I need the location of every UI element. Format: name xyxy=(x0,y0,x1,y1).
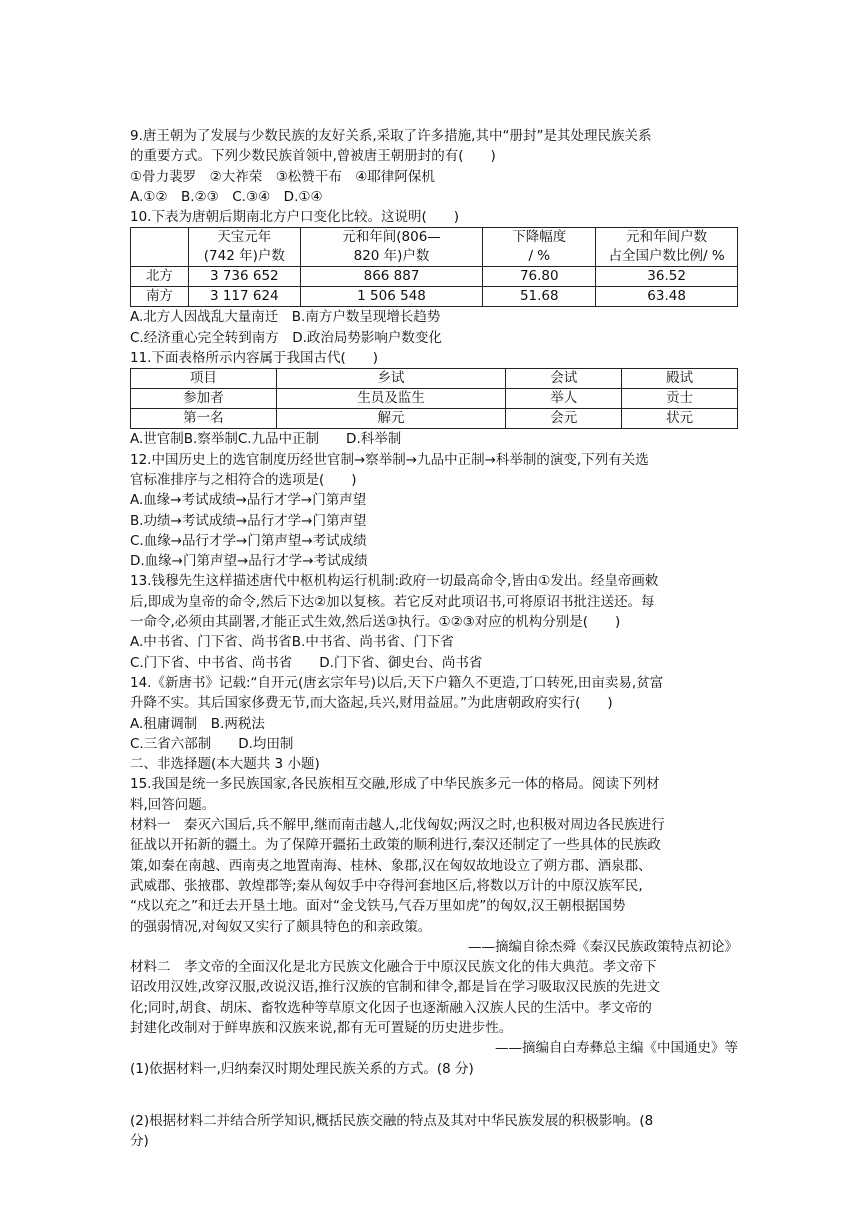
q9-options: A.①② B.②③ C.③④ D.①④ xyxy=(130,188,323,205)
answer-space xyxy=(130,1079,738,1111)
material-2-line: 化;同时,胡食、胡床、畜牧选种等草原文化因子也逐渐融入汉族人民的生活中。孝文帝的 xyxy=(130,999,652,1016)
table-row xyxy=(131,287,738,307)
q12-option-c: C.血缘→品行才学→门第声望→考试成绩 xyxy=(130,532,367,549)
q11-stem: 11.下面表格所示内容属于我国古代( ) xyxy=(130,350,379,367)
question-9 xyxy=(130,126,738,207)
material-1-line: 策,如秦在南越、西南夷之地置南海、桂林、象郡,汉在匈奴故地设立了朔方郡、酒泉郡、 xyxy=(130,857,652,874)
q14-options-line1: A.租庸调制 B.两税法 xyxy=(130,715,265,732)
table-row xyxy=(131,389,738,409)
material-1-line: 武威郡、张掖郡、敦煌郡等;秦从匈奴手中夺得河套地区后,将数以万计的中原汉族军民, xyxy=(130,877,643,894)
q9-items: ①骨力裴罗 ②大祚荣 ③松赞干布 ④耶律阿保机 xyxy=(130,168,435,185)
table-row xyxy=(131,369,738,389)
table-cell: 3 736 652 xyxy=(188,267,300,287)
table-row xyxy=(131,267,738,287)
question-13 xyxy=(130,571,738,672)
table-cell: 会试 xyxy=(506,369,622,389)
sub-question-2-line2: 分) xyxy=(130,1133,149,1150)
table-cell: 举人 xyxy=(506,389,622,409)
material-1-line: 材料一 秦灭六国后,兵不解甲,继而南击越人,北伐匈奴;两汉之时,也积极对周边各民族进行 xyxy=(130,817,665,834)
section-heading: 二、非选择题(本大题共 3 小题) xyxy=(130,756,320,773)
table-cell: 乡试 xyxy=(276,369,506,389)
sub-question-2-line1: (2)根据材料二并结合所学知识,概括民族交融的特点及其对中华民族发展的积极影响。(8 xyxy=(130,1112,654,1129)
q11-table xyxy=(130,368,738,429)
material-2-source: ——摘编自白寿彝总主编《中国通史》等 xyxy=(495,1040,738,1057)
table-cell: 76.80 xyxy=(483,267,596,287)
q9-stem-line1: 9.唐王朝为了发展与少数民族的友好关系,采取了许多措施,其中“册封”是其处理民族关系 xyxy=(130,128,652,144)
q13-options-line2: C.门下省、中书省、尚书省 D.门下省、御史台、尚书省 xyxy=(130,654,483,671)
table-cell: 36.52 xyxy=(596,267,738,287)
question-10 xyxy=(130,207,738,348)
table-header-cell: 天宝元年 (742 年)户数 xyxy=(188,228,300,267)
q15-intro-line2: 料,回答问题。 xyxy=(130,796,216,813)
table-cell: 866 887 xyxy=(300,267,483,287)
q10-stem: 10.下表为唐朝后期南北方户口变化比较。这说明( ) xyxy=(130,209,460,226)
table-cell: 南方 xyxy=(131,287,189,307)
exam-page xyxy=(130,126,738,1151)
table-cell: 状元 xyxy=(622,409,738,429)
table-cell: 解元 xyxy=(276,409,506,429)
q15-intro-line1: 15.我国是统一多民族国家,各民族相互交融,形成了中华民族多元一体的格局。阅读下列材 xyxy=(130,776,660,793)
table-cell: 北方 xyxy=(131,267,189,287)
q13-line3: 一命令,必须由其副署,才能正式生效,然后送③执行。①②③对应的机构分别是( ) xyxy=(130,614,621,631)
material-2-line: 材料二 孝文帝的全面汉化是北方民族文化融合于中原汉民族文化的伟大典范。孝文帝下 xyxy=(130,959,657,976)
material-2-line: 封建化改制对于鲜卑族和汉族来说,都有无可置疑的历史进步性。 xyxy=(130,1019,513,1036)
material-1-line: 的强弱情况,对匈奴又实行了颇具特色的和亲政策。 xyxy=(130,918,432,935)
question-15 xyxy=(130,774,738,1151)
q12-option-a: A.血缘→考试成绩→品行才学→门第声望 xyxy=(130,492,367,509)
q12-stem-line2: 官标准排序与之相符合的选项是( ) xyxy=(130,471,357,488)
q12-option-b: B.功绩→考试成绩→品行才学→门第声望 xyxy=(130,512,367,529)
table-cell: 贡士 xyxy=(622,389,738,409)
sub-question-1: (1)依据材料一,归纳秦汉时期处理民族关系的方式。(8 分) xyxy=(130,1060,474,1077)
table-header-cell: 元和年间户数 占全国户数比例/ % xyxy=(596,228,738,267)
q14-line2: 升降不实。其后国家侈费无节,而大盗起,兵兴,财用益屈。”为此唐朝政府实行( ) xyxy=(130,695,613,712)
table-cell: 51.68 xyxy=(483,287,596,307)
q11-options: A.世官制B.察举制C.九品中正制 D.科举制 xyxy=(130,431,402,448)
q10-options-line2: C.经济重心完全转到南方 D.政治局势影响户数变化 xyxy=(130,329,442,346)
table-cell: 殿试 xyxy=(622,369,738,389)
table-header-cell xyxy=(131,228,189,267)
material-1-line: 征战以开拓新的疆土。为了保障开疆拓土政策的顺利进行,秦汉还制定了一些具体的民族政 xyxy=(130,837,661,854)
material-1-source: ——摘编自徐杰舜《秦汉民族政策特点初论》 xyxy=(468,938,738,955)
table-cell: 第一名 xyxy=(131,409,277,429)
q12-option-d: D.血缘→门第声望→品行才学→考试成绩 xyxy=(130,553,368,570)
q10-table xyxy=(130,227,738,307)
table-cell: 会元 xyxy=(506,409,622,429)
material-1-line: “戍以充之”和迁去开垦土地。面对“金戈铁马,气吞万里如虎”的匈奴,汉王朝根据国势 xyxy=(130,898,626,915)
q9-stem-line2: 的重要方式。下列少数民族首领中,曾被唐王朝册封的有( ) xyxy=(130,148,496,165)
table-header-cell: 下降幅度 / % xyxy=(483,228,596,267)
question-11 xyxy=(130,348,738,450)
table-cell: 生员及监生 xyxy=(276,389,506,409)
table-cell: 参加者 xyxy=(131,389,277,409)
q10-options-line1: A.北方人因战乱大量南迁 B.南方户数呈现增长趋势 xyxy=(130,309,441,326)
table-cell: 项目 xyxy=(131,369,277,389)
table-header-row xyxy=(131,228,738,267)
q14-options-line2: C.三省六部制 D.均田制 xyxy=(130,735,294,752)
q13-options-line1: A.中书省、门下省、尚书省B.中书省、尚书省、门下省 xyxy=(130,634,454,651)
table-cell: 1 506 548 xyxy=(300,287,483,307)
material-2-line: 诏改用汉姓,改穿汉服,改说汉语,推行汉族的官制和律令,都是旨在学习吸取汉民族的先进文 xyxy=(130,979,661,996)
question-12 xyxy=(130,450,738,572)
table-cell: 63.48 xyxy=(596,287,738,307)
table-header-cell: 元和年间(806— 820 年)户数 xyxy=(300,228,483,267)
q13-line2: 后,即成为皇帝的命令,然后下达②加以复核。若它反对此项诏书,可将原诏书批注送还。每 xyxy=(130,593,655,610)
table-cell: 3 117 624 xyxy=(188,287,300,307)
question-14 xyxy=(130,673,738,754)
q12-stem-line1: 12.中国历史上的选官制度历经世官制→察举制→九品中正制→科举制的演变,下列有关选 xyxy=(130,451,649,468)
q14-line1: 14.《新唐书》记载:“自开元(唐玄宗年号)以后,天下户籍久不更造,丁口转死,田亩卖易,贫富 xyxy=(130,674,664,691)
table-row xyxy=(131,409,738,429)
q13-line1: 13.钱穆先生这样描述唐代中枢机构运行机制:政府一切最高命令,皆由①发出。经皇帝画敕 xyxy=(130,573,659,590)
